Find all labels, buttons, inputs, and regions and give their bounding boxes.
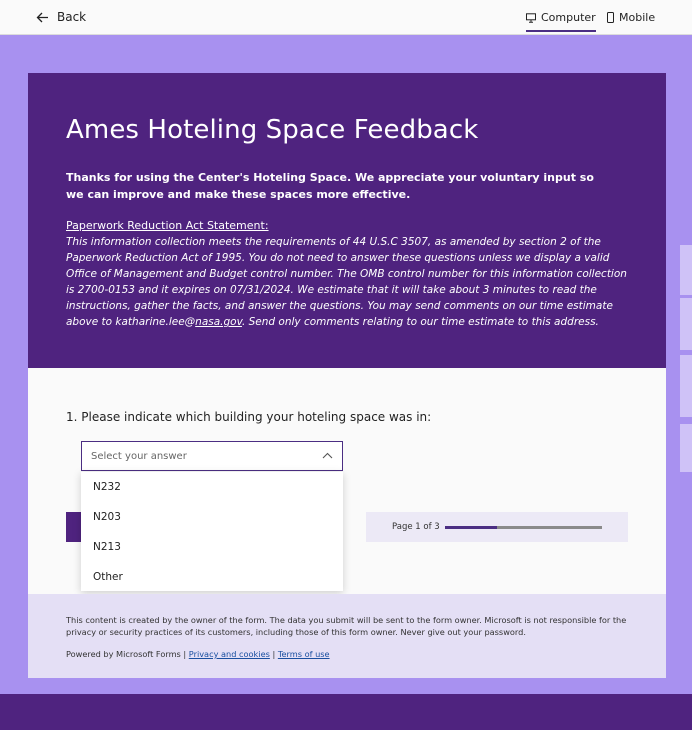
question-label: Please indicate which building your hoteling space was in: <box>81 410 432 424</box>
background-decoration <box>680 424 692 472</box>
pra-statement <box>66 234 631 330</box>
background-decoration <box>680 245 692 295</box>
tab-computer-label: Computer <box>541 11 596 24</box>
option-other[interactable]: Other <box>93 571 123 583</box>
option-n232[interactable]: N232 <box>93 481 121 493</box>
form-footer <box>28 594 666 678</box>
back-label: Back <box>57 10 87 24</box>
monitor-icon <box>526 13 536 23</box>
form-card <box>28 73 666 678</box>
chevron-up-icon <box>322 452 333 459</box>
footer-disclaimer: This content is created by the owner of the form. The data you submit will be sent to the form owner. Microsoft is not responsible for the privacy or security practices of its customers, including those of this form owner. Never give out your password. <box>66 615 627 637</box>
arrow-left-icon <box>36 12 49 23</box>
answer-select[interactable] <box>81 441 343 471</box>
pra-title: Paperwork Reduction Act Statement: <box>66 219 269 232</box>
email-link[interactable]: nasa.gov <box>195 316 242 328</box>
pra-body-text: This information collection meets the requirements of 44 U.S.C 3507, as amended by section 2 of the Paperwork Reduction Act of 1995. You do not need to answer these questions unless we display a valid Office of Management and Budget control number. The OMB control number for this information collection is 2700-0153 and it expires on 07/31/2024. We estimate that it will take about 3 minutes to read the instructions, gather the facts, and answer the questions. You may send comments on our time estimate above to katharine.lee@ <box>66 236 627 328</box>
background-band <box>0 694 692 730</box>
phone-icon <box>607 12 614 23</box>
option-n203[interactable]: N203 <box>93 511 121 523</box>
tab-mobile-label: Mobile <box>619 11 656 24</box>
background-decoration <box>680 298 692 350</box>
form-intro: Thanks for using the Center's Hoteling Space. We appreciate your voluntary input so we can improve and make these spaces more effective. <box>66 171 594 201</box>
link-separator: | <box>272 649 276 659</box>
form-title: Ames Hoteling Space Feedback <box>66 115 479 145</box>
tab-mobile[interactable] <box>607 11 655 24</box>
background-decoration <box>680 355 692 417</box>
option-n213[interactable]: N213 <box>93 541 121 553</box>
select-placeholder: Select your answer <box>91 451 187 462</box>
terms-link[interactable]: Terms of use <box>277 649 330 659</box>
back-button[interactable] <box>36 10 86 24</box>
form-header <box>28 73 666 368</box>
question-1 <box>66 410 431 424</box>
progress-fill <box>445 526 497 529</box>
tab-computer[interactable] <box>526 11 596 32</box>
progress-indicator <box>366 512 628 542</box>
privacy-link[interactable]: Privacy and cookies <box>188 649 270 659</box>
progress-text: Page 1 of 3 <box>392 522 440 532</box>
answer-dropdown-list <box>81 472 343 591</box>
top-bar <box>0 0 692 35</box>
progress-bar <box>445 526 602 529</box>
form-body <box>28 368 666 594</box>
powered-by-text: Powered by Microsoft Forms | <box>66 649 187 659</box>
pra-tail-text: . Send only comments relating to our time estimate to this address. <box>241 316 599 328</box>
powered-by <box>66 649 330 659</box>
question-number: 1. <box>66 410 78 424</box>
